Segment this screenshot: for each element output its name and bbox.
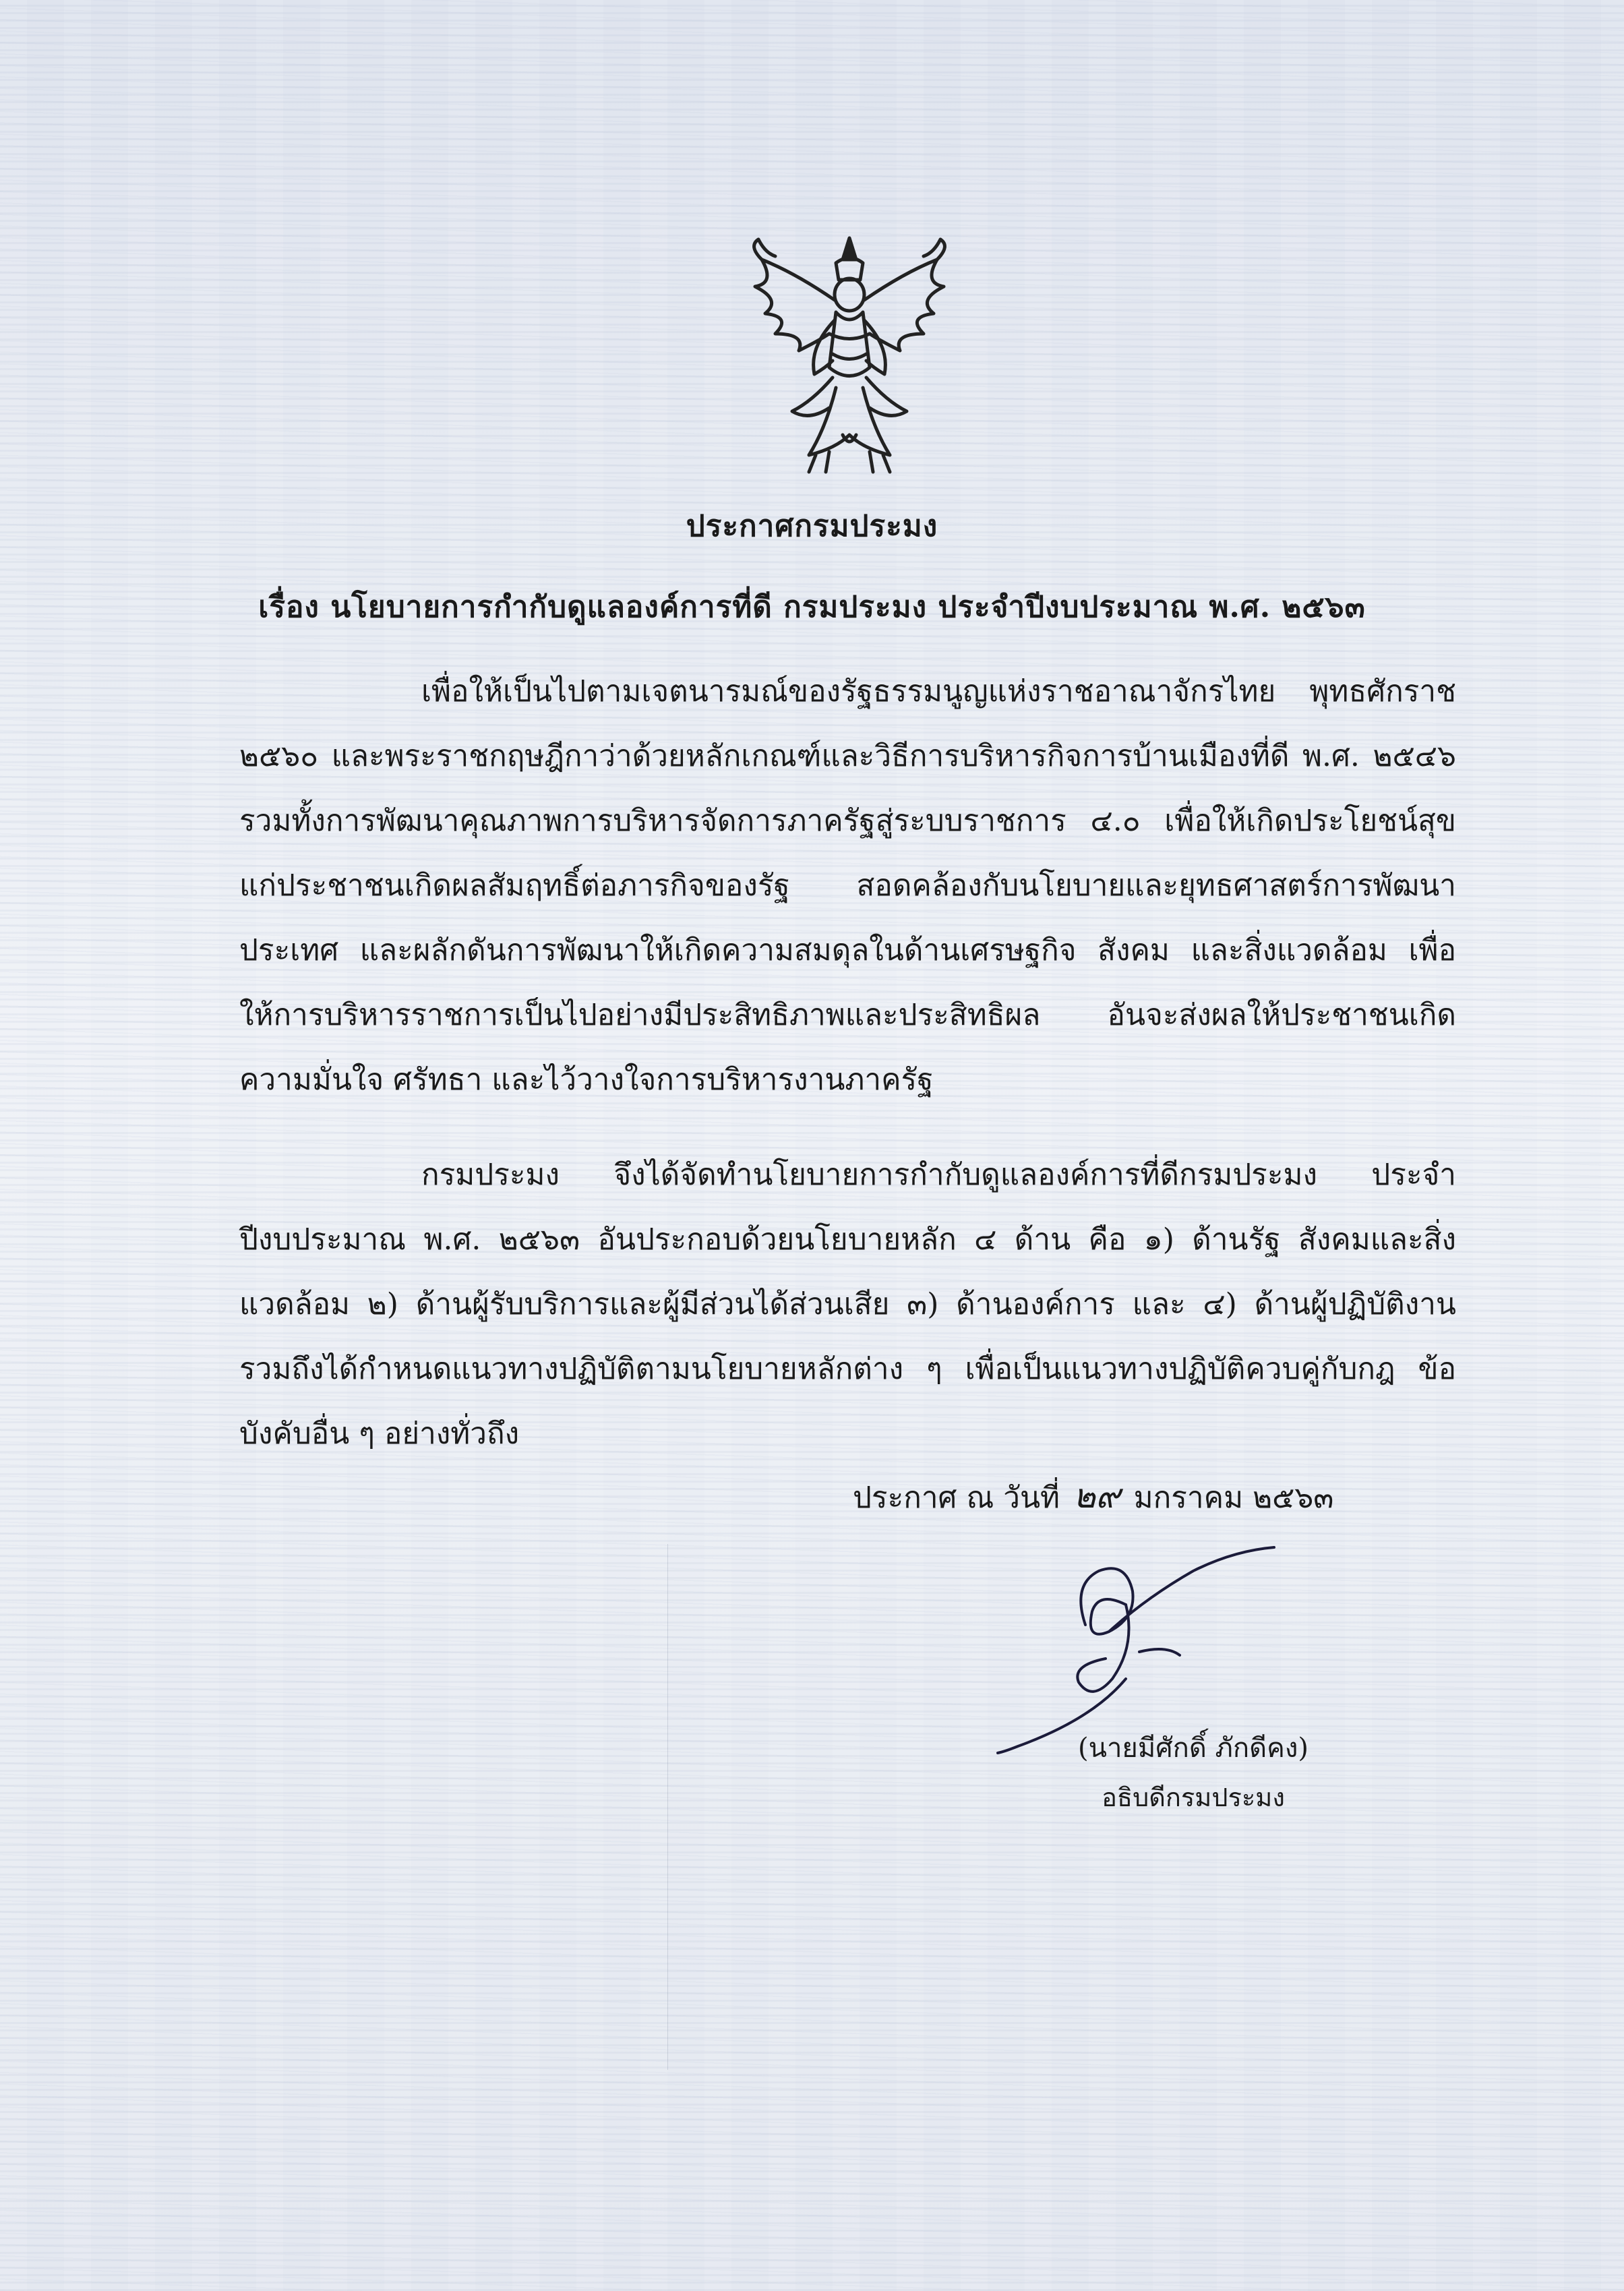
paper-crease — [667, 1544, 668, 2070]
page-title: ประกาศกรมประมง — [686, 509, 938, 543]
handwritten-day: ๒๙ — [1073, 1477, 1120, 1516]
garuda-emblem-icon — [735, 233, 964, 479]
signer-position: อธิบดีกรมประมง — [1102, 1783, 1285, 1812]
announcement-date — [853, 1470, 1460, 1523]
date-prefix: ประกาศ ณ วันที่ — [853, 1481, 1060, 1515]
body-paragraph-1: เพื่อให้เป็นไปตามเจตนารมณ์ของรัฐธรรมนูญแห่งราชอาณาจักรไทย พุทธศักราช ๒๕๖๐ และพระราชกฤษฎีกาว่าด้วยหลักเกณฑ์และวิธีการบริหารกิจการบ้านเมืองที่ดี พ.ศ. ๒๕๔๖ รวมทั้งการพัฒนาคุณภาพการบริหารจัดการภาครัฐสู่ระบบราชการ ๔.๐ เพื่อให้เกิดประโยชน์สุขแก่ประชาชนเกิดผลสัมฤทธิ์ต่อภารกิจของรัฐ สอดคล้องกับนโยบายและยุทธศาสตร์การพัฒนาประเทศ และผลักดันการพัฒนาให้เกิดความสมดุลในด้านเศรษฐกิจ สังคม และสิ่งแวดล้อม เพื่อให้การบริหารราชการเป็นไปอย่างมีประสิทธิภาพและประสิทธิผล อันจะส่งผลให้ประชาชนเกิดความมั่นใจ ศรัทธา และไว้วางใจการบริหารงานภาครัฐ — [239, 674, 1456, 1097]
document-subject: เรื่อง นโยบายการกำกับดูแลองค์การที่ดี กรมประมง ประจำปีงบประมาณ พ.ศ. ๒๕๖๓ — [258, 590, 1366, 624]
body-paragraph-2: กรมประมง จึงได้จัดทำนโยบายการกำกับดูแลองค์การที่ดีกรมประมง ประจำปีงบประมาณ พ.ศ. ๒๕๖๓ อันประกอบด้วยนโยบายหลัก ๔ ด้าน คือ ๑) ด้านรัฐ สังคมและสิ่งแวดล้อม ๒) ด้านผู้รับบริการและผู้มีส่วนได้ส่วนเสีย ๓) ด้านองค์การ และ ๔) ด้านผู้ปฏิบัติงาน รวมถึงได้กำหนดแนวทางปฏิบัติตามนโยบายหลักต่าง ๆ เพื่อเป็นแนวทางปฏิบัติควบคู่กับกฎ ข้อบังคับอื่น ๆ อย่างทั่วถึง — [239, 1158, 1456, 1451]
date-month-year: มกราคม ๒๕๖๓ — [1133, 1481, 1334, 1515]
signer-name: (นายมีศักดิ์ ภักดีคง) — [1078, 1733, 1309, 1764]
